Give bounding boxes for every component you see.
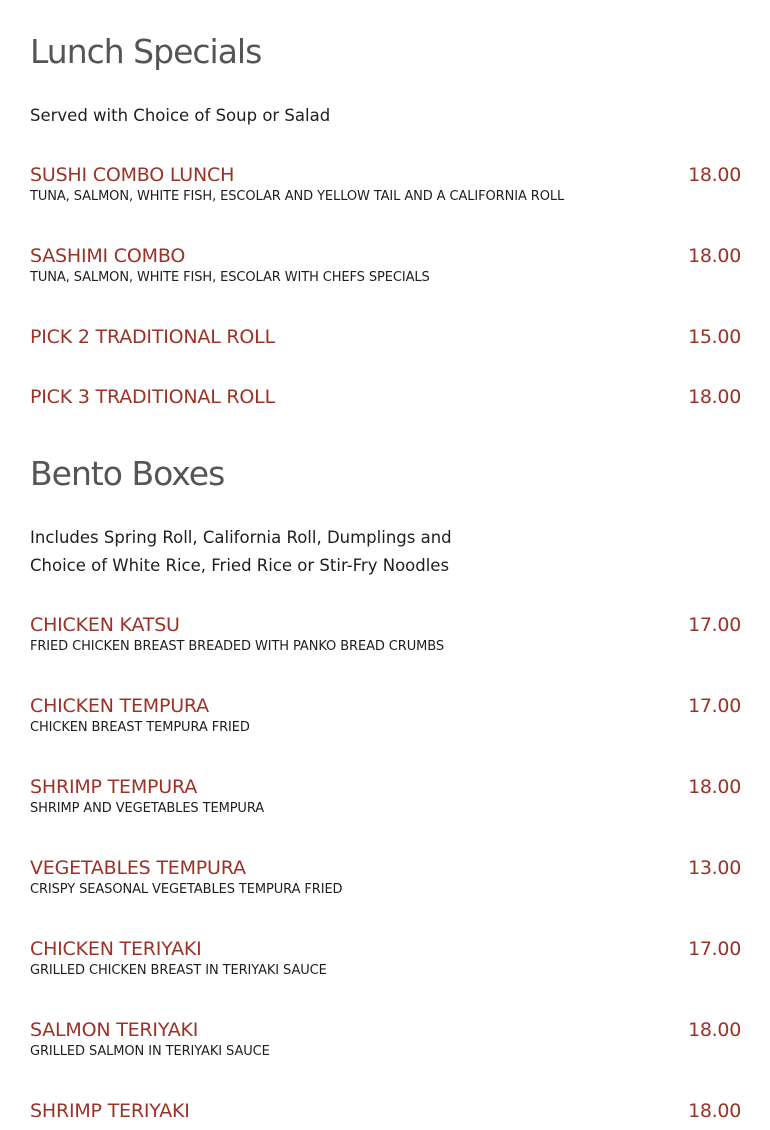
menu-item-name: SASHIMI COMBO	[30, 245, 186, 267]
menu-item-name: SALMON TERIYAKI	[30, 1019, 199, 1041]
menu-item-price: 13.00	[688, 857, 741, 879]
menu-item-name: CHICKEN KATSU	[30, 614, 180, 636]
menu-item-price: 17.00	[688, 938, 741, 960]
menu-item	[30, 1098, 741, 1124]
menu-item	[30, 855, 741, 899]
menu-item-price: 18.00	[688, 164, 741, 186]
menu-item	[30, 243, 741, 287]
section-description-line-2: Choice of White Rice, Fried Rice or Stir-Fry Noodles	[30, 556, 450, 575]
menu-item-price: 17.00	[688, 695, 741, 717]
menu-item-description: CRISPY SEASONAL VEGETABLES TEMPURA FRIED	[30, 882, 343, 897]
menu-item	[30, 162, 741, 206]
menu-item-description: CHICKEN BREAST TEMPURA FRIED	[30, 720, 250, 735]
menu-item-price: 18.00	[688, 386, 741, 408]
menu-item-price: 17.00	[688, 614, 741, 636]
menu-item-price: 18.00	[688, 1100, 741, 1122]
menu-item-price: 18.00	[688, 1019, 741, 1041]
menu-item-name: VEGETABLES TEMPURA	[30, 857, 246, 879]
menu-item-description: TUNA, SALMON, WHITE FISH, ESCOLAR WITH CHEFS SPECIALS	[30, 270, 430, 285]
menu-item-name: SHRIMP TEMPURA	[30, 776, 198, 798]
menu-item-name: SUSHI COMBO LUNCH	[30, 164, 235, 186]
menu-item	[30, 1017, 741, 1061]
section-title-lunch-specials: Lunch Specials	[30, 32, 262, 71]
menu-item	[30, 774, 741, 818]
menu-item-name: SHRIMP TERIYAKI	[30, 1100, 190, 1122]
menu-item-name: PICK 3 TRADITIONAL ROLL	[30, 386, 275, 408]
menu-item-price: 15.00	[688, 326, 741, 348]
menu-item	[30, 693, 741, 737]
menu-item-price: 18.00	[688, 776, 741, 798]
menu-item-price: 18.00	[688, 245, 741, 267]
menu-item-name: CHICKEN TERIYAKI	[30, 938, 202, 960]
menu-item-description: GRILLED CHICKEN BREAST IN TERIYAKI SAUCE	[30, 963, 327, 978]
section-description: Served with Choice of Soup or Salad	[30, 106, 331, 125]
menu-item	[30, 612, 741, 656]
menu-item	[30, 936, 741, 980]
menu-item-description: GRILLED SALMON IN TERIYAKI SAUCE	[30, 1044, 270, 1059]
menu-item-description: FRIED CHICKEN BREAST BREADED WITH PANKO BREAD CRUMBS	[30, 639, 444, 654]
menu-item	[30, 384, 741, 410]
menu-item-description: SHRIMP AND VEGETABLES TEMPURA	[30, 801, 265, 816]
section-description-line-1: Includes Spring Roll, California Roll, Dumplings and	[30, 528, 452, 547]
menu-item-description: TUNA, SALMON, WHITE FISH, ESCOLAR AND YELLOW TAIL AND A CALIFORNIA ROLL	[30, 189, 565, 204]
menu-item	[30, 324, 741, 350]
menu-item-name: CHICKEN TEMPURA	[30, 695, 209, 717]
menu-item-name: PICK 2 TRADITIONAL ROLL	[30, 326, 275, 348]
section-title-bento-boxes: Bento Boxes	[30, 454, 225, 493]
